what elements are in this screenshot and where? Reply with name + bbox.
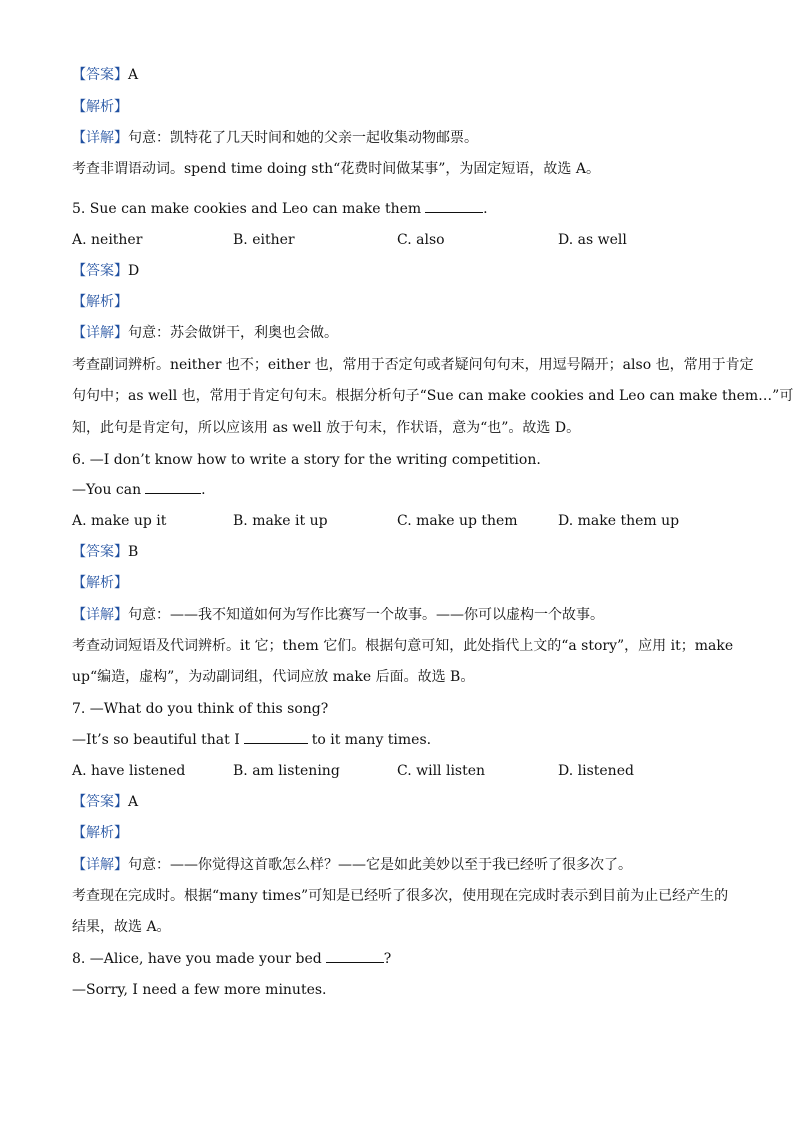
stem-text: 8. —Alice, have you made your bed [72,951,322,967]
option-c: C. will listen [397,763,486,779]
option-a: A. have listened [72,763,186,779]
explanation-line: 考查现在完成时。根据“many times”可知是已经听了很多次，使用现在完成时表示到目前为止已经产生的 [72,888,729,904]
answer-blank [244,731,308,744]
explanation-line: 知，此句是肯定句，所以应该用 as well 放于句末，作状语，意为“也”。故选 D。 [72,420,581,436]
stem-text-end: ? [383,951,392,967]
question-stem-reply [72,481,724,499]
explanation-line: 结果，故选 A。 [72,919,171,935]
answer-value: A [128,67,139,83]
detail-line [72,129,724,147]
detail-text: 句意：——我不知道如何为写作比赛写一个故事。——你可以虚构一个故事。 [128,607,604,623]
detail-tag: 【详解】 [72,607,128,623]
answer-value: B [128,544,139,560]
answer-line [72,543,724,561]
answer-line [72,262,724,280]
answer-tag: 【答案】 [72,67,128,83]
analysis-tag: 【解析】 [72,825,128,841]
question-stem [72,200,724,218]
option-b: B. am listening [233,763,340,779]
detail-text: 句意：苏会做饼干，利奥也会做。 [128,325,338,341]
option-a: A. make up it [72,513,167,529]
answer-value: D [128,263,140,279]
answer-line [72,793,724,811]
options-row [72,762,724,780]
stem-text: —It’s so beautiful that I [72,732,240,748]
stem-text-end: . [483,201,488,217]
answer-value: A [128,794,139,810]
analysis-tag: 【解析】 [72,575,128,591]
detail-tag: 【详解】 [72,857,128,873]
explanation-line: 考查动词短语及代词辨析。it 它；them 它们。根据句意可知，此处指代上文的“a story”，应用 it；make [72,638,734,654]
answer-tag: 【答案】 [72,263,128,279]
detail-tag: 【详解】 [72,130,128,146]
detail-line [72,324,724,342]
answer-blank [425,200,483,213]
detail-line [72,606,724,624]
analysis-heading [72,574,724,592]
analysis-tag: 【解析】 [72,294,128,310]
option-a: A. neither [72,232,143,248]
question-stem-reply: —Sorry, I need a few more minutes. [72,982,327,998]
question-stem: 6. —I don’t know how to write a story for the writing competition. [72,452,541,468]
detail-text: 句意：凯特花了几天时间和她的父亲一起收集动物邮票。 [128,130,478,146]
analysis-heading [72,824,724,842]
explanation-line: 考查非谓语动词。spend time doing sth“花费时间做某事”，为固定短语，故选 A。 [72,161,600,177]
option-b: B. either [233,232,295,248]
options-row [72,512,724,530]
analysis-tag: 【解析】 [72,99,128,115]
stem-text: —You can [72,482,142,498]
analysis-heading [72,98,724,116]
answer-blank [326,950,384,963]
detail-text: 句意：——你觉得这首歌怎么样？——它是如此美妙以至于我已经听了很多次了。 [128,857,632,873]
stem-text-end: to it many times. [311,732,432,748]
answer-tag: 【答案】 [72,794,128,810]
analysis-heading [72,293,724,311]
explanation-line: 句句中；as well 也，常用于肯定句句末。根据分析句子“Sue can make cookies and Leo can make them…”可 [72,388,794,404]
option-b: B. make it up [233,513,328,529]
answer-tag: 【答案】 [72,544,128,560]
options-row [72,231,724,249]
stem-text: 5. Sue can make cookies and Leo can make them [72,201,422,217]
option-c: C. also [397,232,445,248]
option-d: D. listened [558,763,634,779]
detail-tag: 【详解】 [72,325,128,341]
question-stem: 7. —What do you think of this song? [72,701,329,717]
explanation-line: up“编造，虚构”，为动副词组，代词应放 make 后面。故选 B。 [72,669,475,685]
question-stem [72,950,724,968]
option-d: D. as well [558,232,627,248]
answer-line [72,66,724,84]
detail-line [72,856,724,874]
option-c: C. make up them [397,513,518,529]
explanation-line: 考查副词辨析。neither 也不；either 也，常用于否定句或者疑问句句末，用逗号隔开；also 也，常用于肯定 [72,357,754,373]
option-d: D. make them up [558,513,680,529]
question-stem-reply [72,731,724,749]
stem-text-end: . [201,482,206,498]
answer-blank [145,481,201,494]
